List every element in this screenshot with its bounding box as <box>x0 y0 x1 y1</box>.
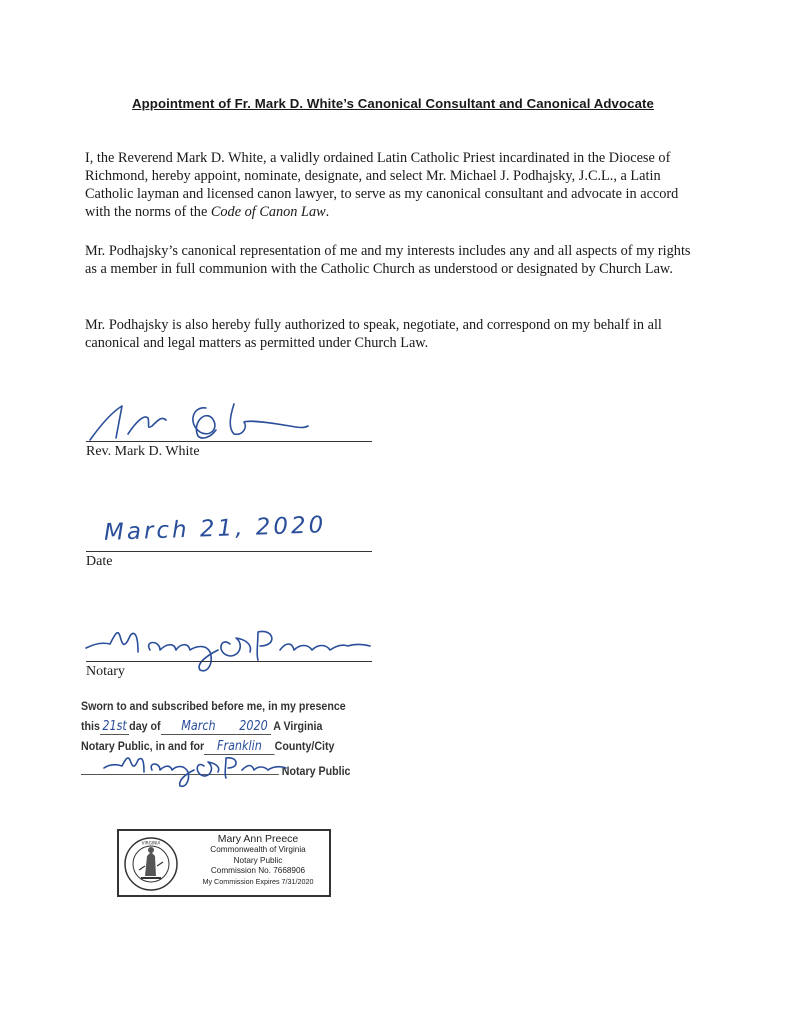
notary-label: Notary <box>86 664 125 679</box>
stamp-text-block <box>185 834 331 887</box>
paragraph-appointment-text: I, the Reverend Mark D. White, a validly ordained Latin Catholic Priest incardinated in the Diocese of Richmond, hereby appoint, nominate, designate, and select Mr. Michael J. Podhajsky, J.C.L., a Latin Catholic layman and licensed canon lawyer, to serve as my canonical consultant and advocate in accord with the norms of the <box>85 150 679 220</box>
jurat-line-2 <box>81 719 339 735</box>
signer-name-label: Rev. Mark D. White <box>86 444 200 459</box>
code-of-canon-law: Code of Canon Law <box>210 204 326 220</box>
handwritten-date: March 21, 2020 <box>103 512 327 546</box>
date-line <box>86 551 372 552</box>
seal-text: VIRGINIA <box>141 840 161 846</box>
paragraph-representation: Mr. Podhajsky’s canonical representation of me and my interests includes any and all aspects of my rights as a member in full communion with the Catholic Church as understood or designated by Church Law. <box>85 243 691 277</box>
jurat-month-field: March <box>161 719 237 735</box>
stamp-commission-number: Commission No. 7668906 <box>210 866 306 875</box>
jurat-notary-signature <box>100 750 290 792</box>
jurat-day-of: day of <box>129 719 161 733</box>
paragraph-authorization: Mr. Podhajsky is also hereby fully authorized to speak, negotiate, and correspond on my behalf in all canonical and legal matters as permitted under Church Law. <box>85 317 662 351</box>
jurat-county-suffix: County/City <box>274 739 335 753</box>
stamp-commission-expires: My Commission Expires 7/31/2020 <box>202 876 314 886</box>
date-label: Date <box>86 554 113 569</box>
jurat-day-field: 21st <box>100 719 129 735</box>
jurat-county-field: Franklin <box>204 739 275 755</box>
jurat-line-1: Sworn to and subscribed before me, in my presence <box>81 699 346 713</box>
jurat-notary-public-in: Notary Public, in and for <box>81 739 205 753</box>
stamp-notary-public: Notary Public <box>233 855 283 865</box>
jurat-state: A Virginia <box>273 719 323 733</box>
jurat-year-field: 2020 <box>236 719 270 735</box>
notary-signature-line <box>86 661 372 662</box>
notary-stamp <box>117 829 331 897</box>
jurat-notary-public-label: Notary Public <box>281 764 351 778</box>
signer-signature <box>86 398 326 446</box>
jurat-this: this <box>81 719 100 733</box>
paragraph-appointment-end: . <box>325 204 330 220</box>
signer-signature-line <box>86 441 372 442</box>
virginia-seal-icon <box>123 836 179 892</box>
stamp-notary-name: Mary Ann Preece <box>217 833 299 845</box>
stamp-commonwealth: Commonwealth of Virginia <box>210 845 306 854</box>
document-title: Appointment of Fr. Mark D. White’s Canonical Consultant and Canonical Advocate <box>132 96 654 111</box>
paragraph-appointment <box>85 149 705 221</box>
notary-signature <box>80 622 380 682</box>
